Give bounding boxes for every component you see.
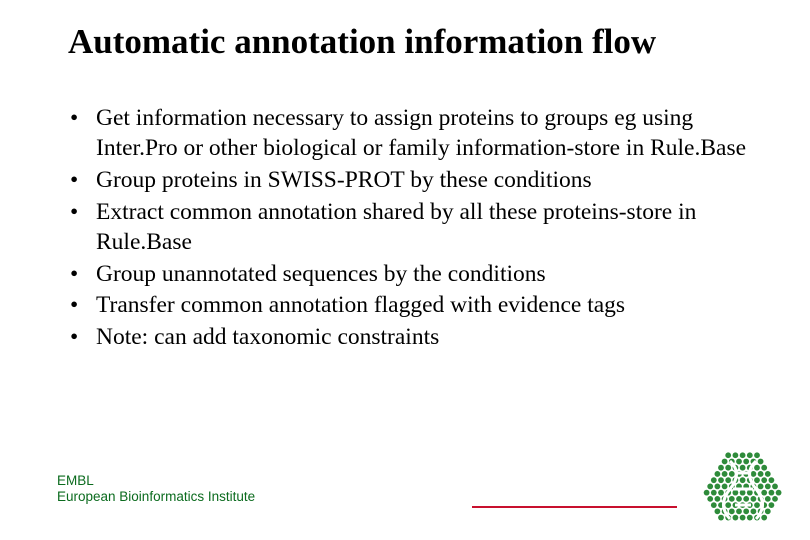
logo-cell	[754, 477, 760, 483]
logo-cell	[776, 490, 782, 496]
bullet-text: Group unannotated sequences by the conditions	[96, 260, 546, 287]
bullet-text: Get information necessary to assign proteins to groups eg using Inter.Pro or other biological or family information-store in Rule.Base	[96, 105, 747, 162]
bullet-item	[70, 197, 770, 257]
logo-cell	[718, 477, 724, 483]
logo-cell	[765, 484, 771, 490]
logo-cell	[754, 452, 760, 458]
logo-cell	[754, 502, 760, 508]
bullet-marker: •	[70, 166, 79, 193]
logo-cell	[754, 465, 760, 471]
footer-org-short: EMBL	[57, 473, 94, 488]
logo-cell	[758, 484, 764, 490]
logo-cell	[722, 471, 728, 477]
bullet-text: Note: can add taxonomic constraints	[96, 323, 440, 350]
bullet-marker: •	[70, 260, 79, 287]
bullet-item	[70, 165, 770, 195]
logo-cell	[729, 508, 735, 514]
logo-cell	[722, 459, 728, 465]
logo-cell	[765, 471, 771, 477]
logo-cell	[715, 508, 721, 514]
logo-cell	[761, 490, 767, 496]
logo-cell	[761, 465, 767, 471]
logo-cell	[725, 452, 731, 458]
ebi-hexagon-logo-icon	[700, 443, 786, 535]
logo-cell	[743, 508, 749, 514]
logo-cell	[729, 471, 735, 477]
logo-cell	[747, 490, 753, 496]
bullet-marker: •	[70, 292, 79, 319]
bullet-item	[70, 322, 770, 352]
logo-cell	[743, 496, 749, 502]
logo-cell	[715, 484, 721, 490]
logo-cell	[733, 452, 739, 458]
logo-cell	[740, 515, 746, 521]
bullet-item	[70, 259, 770, 289]
bullet-item	[70, 103, 770, 163]
logo-cell	[715, 496, 721, 502]
footer-organization	[57, 473, 255, 505]
logo-cell	[718, 465, 724, 471]
bullet-list	[70, 103, 770, 354]
logo-cell	[765, 496, 771, 502]
logo-cell	[740, 490, 746, 496]
bullet-text: Transfer common annotation flagged with evidence tags	[96, 292, 626, 319]
logo-cell	[769, 477, 775, 483]
logo-cell	[725, 502, 731, 508]
logo-cell	[718, 490, 724, 496]
logo-cell	[725, 477, 731, 483]
bullet-text: Extract common annotation shared by all these proteins-store in Rule.Base	[96, 198, 697, 255]
logo-cell	[707, 496, 713, 502]
logo-cell	[729, 496, 735, 502]
logo-cell	[758, 471, 764, 477]
bullet-item	[70, 290, 770, 320]
logo-cell	[751, 508, 757, 514]
logo-cell	[747, 452, 753, 458]
logo-cell	[740, 477, 746, 483]
slide-title: Automatic annotation information flow	[68, 22, 657, 61]
bullet-marker: •	[70, 198, 79, 225]
logo-cell	[751, 471, 757, 477]
bullet-marker: •	[70, 323, 79, 350]
logo-cell	[747, 515, 753, 521]
logo-cell	[765, 508, 771, 514]
logo-cell	[740, 465, 746, 471]
logo-cell	[769, 502, 775, 508]
logo-cell	[751, 496, 757, 502]
bullet-marker: •	[70, 105, 79, 131]
logo-cell	[718, 515, 724, 521]
logo-cell	[772, 484, 778, 490]
bullet-text: Group proteins in SWISS-PROT by these conditions	[96, 166, 592, 193]
logo-cell	[733, 515, 739, 521]
logo-cell	[711, 502, 717, 508]
logo-cell	[715, 471, 721, 477]
logo-cell	[772, 496, 778, 502]
logo-cell	[722, 484, 728, 490]
logo-cell	[769, 490, 775, 496]
footer-divider	[472, 506, 677, 508]
logo-cell	[761, 477, 767, 483]
logo-cell	[733, 490, 739, 496]
logo-cell	[740, 452, 746, 458]
logo-cell	[761, 515, 767, 521]
logo-cell	[736, 496, 742, 502]
logo-cell	[707, 484, 713, 490]
footer-org-full: European Bioinformatics Institute	[57, 489, 256, 504]
logo-cell	[758, 459, 764, 465]
logo-cell	[711, 490, 717, 496]
logo-cell	[743, 459, 749, 465]
logo-cell	[711, 477, 717, 483]
logo-cell	[736, 459, 742, 465]
logo-cell	[725, 465, 731, 471]
logo-cell	[736, 508, 742, 514]
logo-cell	[704, 490, 710, 496]
